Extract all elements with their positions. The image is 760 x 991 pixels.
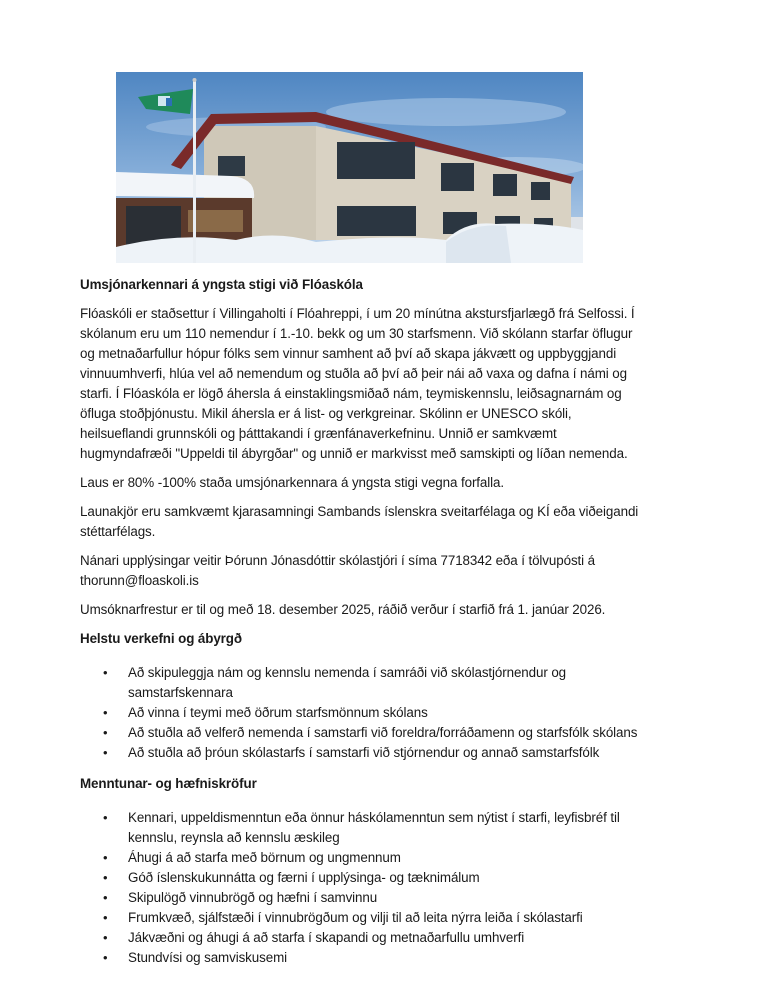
intro-line: öfluga stoðþjónustu. Mikil áhersla er á list- og verkgreinar. Skólinn er UNESCO skóli, [80, 406, 572, 421]
deadline-paragraph [80, 600, 685, 620]
list-item-text: Áhugi á að starfa með börnum og ungmennum [128, 850, 401, 865]
intro-line: og metnaðarfullur hópur fólks sem vinnur samhent að því að skapa jákvætt og uppbyggjandi [80, 346, 617, 361]
list-item [80, 868, 685, 888]
list-item-text: Að stuðla að þróun skólastarfs í samstarfi við stjórnendur og annað samstarfsfólk [128, 745, 600, 760]
bullet-icon: • [103, 745, 108, 760]
intro-line: vinnuumhverfi, hlúa vel að nemendum og stuðla að því að þeir nái að vaxa og dafna í námi og [80, 366, 627, 381]
school-building-illustration [116, 72, 583, 263]
position-text: Laus er 80% -100% staða umsjónarkennara á yngsta stigi vegna forfalla. [80, 475, 504, 490]
intro-line: skólanum eru um 110 nemendur í 1.-10. bekk og um 30 starfsmenn. Við skólann starfar öflugur [80, 326, 633, 341]
bullet-icon: • [103, 665, 108, 680]
bullet-icon: • [103, 725, 108, 740]
salary-paragraph [80, 502, 685, 542]
bullet-icon: • [103, 890, 108, 905]
list-item-text: Jákvæðni og áhugi á að starfa í skapandi og metnaðarfullu umhverfi [128, 930, 525, 945]
duties-heading: Helstu verkefni og ábyrgð [80, 631, 242, 646]
bullet-icon: • [103, 930, 108, 945]
school-building-photo [116, 72, 583, 263]
bullet-icon: • [103, 705, 108, 720]
intro-line: starfi. Í Flóaskóla er lögð áhersla á einstaklingsmiðað nám, teymiskennslu, leiðsagnarnám og [80, 386, 622, 401]
list-item [80, 723, 685, 743]
list-item-text: kennslu, reynsla að kennslu æskileg [128, 830, 340, 845]
list-item-text: Frumkvæð, sjálfstæði í vinnubrögðum og vilji til að leita nýrra leiða í skólastarfi [128, 910, 583, 925]
list-item-text: Að vinna í teymi með öðrum starfsmönnum skólans [128, 705, 428, 720]
list-item [80, 888, 685, 908]
bullet-icon: • [103, 810, 108, 825]
list-item [80, 743, 685, 763]
contact-line: Nánari upplýsingar veitir Þórunn Jónasdóttir skólastjóri í síma 7718342 eða í tölvupósti á [80, 553, 596, 568]
list-item [80, 928, 685, 948]
job-title: Umsjónarkennari á yngsta stigi við Flóaskóla [80, 277, 363, 292]
list-item [80, 948, 685, 968]
bullet-icon: • [103, 850, 108, 865]
contact-email[interactable]: thorunn@floaskoli.is [80, 573, 199, 588]
intro-paragraph [80, 304, 685, 464]
qualifications-heading: Menntunar- og hæfniskröfur [80, 776, 257, 791]
list-item-text: Stundvísi og samviskusemi [128, 950, 287, 965]
list-item-text: Að skipuleggja nám og kennslu nemenda í samráði við skólastjórnendur og [128, 665, 567, 680]
flagpole [193, 80, 196, 263]
bullet-icon: • [103, 910, 108, 925]
list-item-text: samstarfskennara [128, 685, 233, 700]
bullet-icon: • [103, 950, 108, 965]
list-item-text: Góð íslenskukunnátta og færni í upplýsinga- og tæknimálum [128, 870, 480, 885]
qualifications-list [80, 808, 685, 968]
list-item [80, 808, 685, 848]
intro-line: heilsueflandi grunnskóli og þátttakandi í grænfánaverkefninu. Unnið er samkvæmt [80, 426, 557, 441]
contact-paragraph [80, 551, 685, 591]
salary-line: stéttarfélags. [80, 524, 156, 539]
bullet-icon: • [103, 870, 108, 885]
position-paragraph [80, 473, 685, 493]
list-item [80, 703, 685, 723]
intro-line: Flóaskóli er staðsettur í Villingaholti í Flóahreppi, í um 20 mínútna akstursfjarlægð frá Selfossi. Í [80, 306, 635, 321]
list-item [80, 663, 685, 703]
list-item [80, 908, 685, 928]
list-item [80, 848, 685, 868]
salary-line: Launakjör eru samkvæmt kjarasamningi Sambands íslenskra sveitarfélaga og KÍ eða viðeigandi [80, 504, 639, 519]
job-posting [80, 275, 685, 968]
list-item-text: Að stuðla að velferð nemenda í samstarfi við foreldra/forráðamenn og starfsfólk skólans [128, 725, 638, 740]
duties-list [80, 663, 685, 763]
deadline-text: Umsóknarfrestur er til og með 18. desember 2025, ráðið verður í starfið frá 1. janúar 2026. [80, 602, 606, 617]
list-item-text: Kennari, uppeldismenntun eða önnur háskólamenntun sem nýtist í starfi, leyfisbréf til [128, 810, 620, 825]
list-item-text: Skipulögð vinnubrögð og hæfni í samvinnu [128, 890, 378, 905]
intro-line: hugmyndafræði "Uppeldi til ábyrgðar" og unnið er markvisst með samskipti og líðan nemenda. [80, 446, 628, 461]
